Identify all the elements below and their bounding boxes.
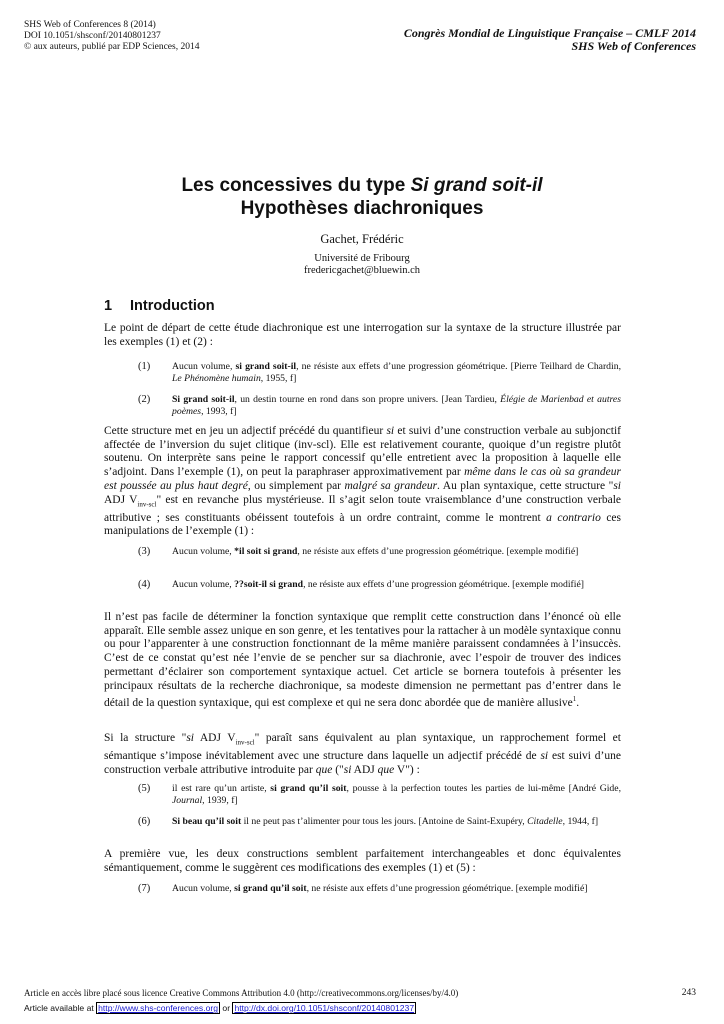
section-heading [104, 298, 215, 314]
page-number: 243 [681, 988, 696, 998]
paper-title [0, 174, 724, 220]
conference-name: Congrès Mondial de Linguistique Française – CMLF 2014 [403, 26, 696, 40]
paragraph: A première vue, les deux constructions semblent parfaitement interchangeables et donc équivalentes sémantiquement, comme le suggèrent ces modifications des exemples (1) et (5) : [104, 848, 621, 874]
title-line1: Les concessives du type [181, 175, 411, 196]
example-item: (1) Aucun volume, si grand soit-il, ne résiste aux effets d’une progression géométrique. [Pierre Teilhard de Chardin, Le Phénomène humain, 1955, f] [138, 361, 621, 384]
author-name: Gachet, Frédéric [320, 232, 404, 246]
example-number: (7) [138, 883, 151, 894]
conference-header [404, 27, 696, 53]
paragraph: Il n’est pas facile de déterminer la fonction syntaxique que remplit cette construction dans l’énoncé où elle apparaît. Elle semble assez unique en son genre, et les tentatives pour la rattacher à un modèle syntaxique connu ou pour l’apparenter à une construction fonctionnant de la même manière paraissent condamnées à l’insuccès. C’est de ce constat qu’est née l’envie de se pencher sur sa diachronie, avec l’espoir de trouver des indices permettant d’éclairer son comportement syntaxique actuel. Cet article se bornera toutefois à présenter les principaux résultats de la recherche diachronique, sa modeste dimension ne permettant pas d’entrer dans le détail de la question syntaxique, qui est complexe et qui ne sera donc abordée que de manière allusive$^1$. [104, 611, 621, 710]
example-item: (7) Aucun volume, si grand qu’il soit, ne résiste aux effets d’une progression géométrique. [exemple modifié] [138, 883, 588, 894]
title-line1-italic: Si grand soit-il [410, 175, 543, 196]
license-notice: Article en accès libre placé sous licence Creative Commons Attribution 4.0 (http://creativecommons.org/licenses/by/4.0) [24, 988, 459, 998]
example-number: (6) [138, 816, 151, 827]
example-number: (2) [138, 394, 151, 405]
header-journal-line: SHS Web of Conferences 8 (2014) [24, 20, 156, 30]
example-number: (3) [138, 546, 151, 557]
author-email: fredericgachet@bluewin.ch [303, 265, 421, 276]
example-item: (3) Aucun volume, *il soit si grand, ne résiste aux effets d’une progression géométrique. [exemple modifié] [138, 546, 579, 557]
example-item: (5) il est rare qu’un artiste, si grand qu’il soit, pousse à la perfection toutes les parties de lui-même [André Gide, Journal, 1939, f] [138, 783, 622, 806]
example-number: (1) [138, 361, 151, 372]
example-number: (4) [138, 579, 151, 590]
title-line2: Hypothèses diachroniques [240, 198, 484, 219]
availability-line: Article available at http://www.shs-conferences.org or http://dx.doi.org/10.1051/shsconf/20140801237 [24, 1003, 415, 1013]
header-copyright-line: © aux auteurs, publié par EDP Sciences, 2014 [24, 42, 200, 52]
section-title: Introduction [130, 298, 215, 314]
section-number: 1 [104, 298, 113, 314]
doi-link[interactable]: http://dx.doi.org/10.1051/shsconf/20140801237 [234, 1003, 415, 1013]
journal-header [24, 20, 199, 53]
affiliation-university: Université de Fribourg [314, 253, 410, 264]
affiliation [0, 253, 724, 277]
example-item: (4) Aucun volume, ??soit-il si grand, ne résiste aux effets d’une progression géométrique. [exemple modifié] [138, 579, 584, 590]
conference-series: SHS Web of Conferences [571, 39, 696, 53]
footnote-marker: 1 [572, 695, 577, 704]
example-number: (5) [138, 783, 151, 794]
paragraph: Le point de départ de cette étude diachronique est une interrogation sur la syntaxe de la structure illustrée par les exemples (1) et (2) : [104, 322, 621, 348]
header-doi-line: DOI 10.1051/shsconf/20140801237 [24, 31, 161, 41]
example-item: (2) Si grand soit-il, un destin tourne en rond dans son propre univers. [Jean Tardieu, Élégie de Marienbad et autres poèmes, 1993, f] [138, 394, 621, 417]
paragraph: Si la structure "si ADJ $V_{inv-scl}$" paraît sans équivalent au plan syntaxique, un rapprochement formel et sémantique s’impose inévitablement avec une structure dans laquelle un adjectif précédé de si est suivi d’une construction verbale attributive introduite par que ("si ADJ que V") : [104, 732, 621, 776]
example-item: (6) Si beau qu’il soit il ne peut pas t’alimenter pour tous les jours. [Antoine de Saint-Exupéry, Citadelle, 1944, f] [138, 816, 599, 827]
conference-site-link[interactable]: http://www.shs-conferences.org [98, 1003, 219, 1013]
paragraph: Cette structure met en jeu un adjectif précédé du quantifieur si et suivi d’une construction verbale au subjonctif affectée de l’inversion du sujet clitique (inv-scl). Elle est relativement courante, quoique d’un registre plutôt soutenu. On interprète sans peine le rapport concessif qu’elle entretient avec la proposition à laquelle elle s’adjoint. Dans l’exemple (1), on peut la paraphraser approximativement par même dans le cas où sa grandeur est poussée au plus haut degré, ou simplement par malgré sa grandeur. Au plan syntaxique, cette structure "si ADJ $V_{inv-scl}$" est en revanche plus mystérieuse. Il s’agit selon toute vraisemblance d’une construction verbale attributive ; ses constituants obéissent toutefois à un ordre contraint, comme le montrent a contrario ces manipulations de l’exemple (1) : [104, 425, 622, 538]
